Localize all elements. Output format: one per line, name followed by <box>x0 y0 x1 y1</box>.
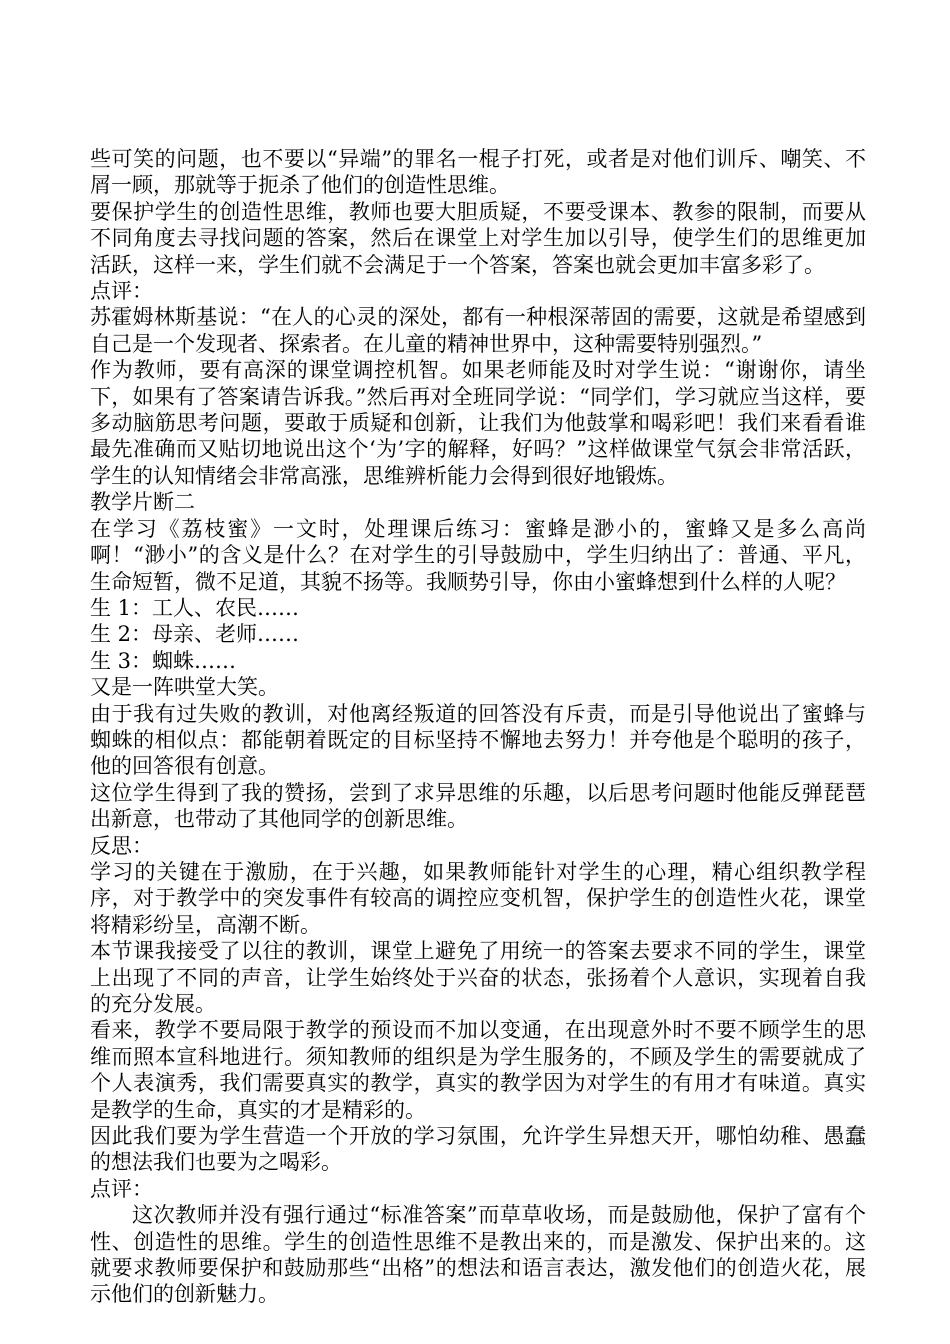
paragraph-continuation: 些可笑的问题，也不要以“异端”的罪名一棍子打死，或者是对他们训斥、嘲笑、不屑一顾，那就等于扼杀了他们的创造性思维。 <box>90 147 866 198</box>
document-page <box>90 146 866 1308</box>
paragraph-quote-sukhomlinsky: 苏霍姆林斯基说：“在人的心灵的深处，都有一种根深蒂固的需要，这就是希望感到自己是一个发现者、探索者。在儿童的精神世界中，这种需要特别强烈。” <box>90 305 866 356</box>
student-answer-2: 生 2：母亲、老师…… <box>90 622 300 647</box>
paragraph-guidance: 由于我有过失败的教训，对他离经叛道的回答没有斥责，而是引导他说出了蜜蜂与蜘蛛的相似点：都能朝着既定的目标坚持不懈地去努力！并夸他是个聪明的孩子，他的回答很有创意。 <box>90 701 866 779</box>
paragraph-lesson-learned: 本节课我接受了以往的教训，课堂上避免了用统一的答案去要求不同的学生，课堂上出现了不同的声音，让学生始终处于兴奋的状态，张扬着个人意识，实现着自我的充分发展。 <box>90 939 866 1016</box>
paragraph-motivation: 学习的关键在于激励，在于兴趣，如果教师能针对学生的心理，精心组织教学程序，对于教学中的突发事件有较高的调控应变机智，保护学生的创造性火花，课堂将精彩纷呈，高潮不断。 <box>90 859 866 937</box>
paragraph-open-atmosphere: 因此我们要为学生营造一个开放的学习氛围，允许学生异想天开，哪怕幼稚、愚蠢的想法我们也要为之喝彩。 <box>90 1124 866 1175</box>
paragraph-real-teaching: 看来，教学不要局限于教学的预设而不加以变通，在出现意外时不要不顾学生的思维而照本宣科地进行。须知教师的组织是为学生服务的，不顾及学生的需要就成了个人表演秀，我们需要真实的教学，真实的教学因为对学生的有用才有味道。真实是教学的生命，真实的才是精彩的。 <box>90 1018 866 1122</box>
paragraph-praise: 这位学生得到了我的赞扬，尝到了求异思维的乐趣，以后思考问题时他能反弹琵琶出新意，也带动了其他同学的创新思维。 <box>90 780 866 832</box>
paragraph-laughter: 又是一阵哄堂大笑。 <box>90 675 279 700</box>
heading-comment-1: 点评： <box>90 279 153 304</box>
student-answer-1: 生 1：工人、农民…… <box>90 595 300 620</box>
paragraph-protect-thinking: 要保护学生的创造性思维，教师也要大胆质疑，不要受课本、教参的限制，而要从不同角度去寻找问题的答案，然后在课堂上对学生加以引导，使学生们的思维更加活跃，这样一来，学生们就不会满足于一个答案，答案也就会更加丰富多彩了。 <box>90 199 866 277</box>
paragraph-teacher-control: 作为教师，要有高深的课堂调控机智。如果老师能及时对学生说：“谢谢你，请坐下，如果有了答案请告诉我。”然后再对全班同学说：“同学们，学习就应当这样，要多动脑筋思考问题，要敢于质疑和创新，让我们为他鼓掌和喝彩吧！我们来看看谁最先准确而又贴切地说出这个‘为’字的解释，好吗？”这样做课堂气氛会非常活跃，学生的认知情绪会非常高涨，思维辨析能力会得到很好地锻炼。 <box>90 358 866 488</box>
paragraph-lizhi-mi: 在学习《荔枝蜜》一文时，处理课后练习：蜜蜂是渺小的，蜜蜂又是多么高尚啊！“渺小”的含义是什么？在对学生的引导鼓励中，学生归纳出了：普通、平凡，生命短暂，微不足道，其貌不扬等。我顺势引导，你由小蜜蜂想到什么样的人呢？ <box>90 516 866 594</box>
paragraph-final-comment: 这次教师并没有强行通过“标准答案”而草草收场，而是鼓励他，保护了富有个性、创造性的思维。学生的创造性思维不是教出来的，而是激发、保护出来的。这就要求教师要保护和鼓励那些“出格”的想法和语言表达，激发他们的创造火花，展示他们的创新魅力。 <box>90 1203 866 1307</box>
student-answer-3: 生 3：蜘蛛…… <box>90 648 237 673</box>
heading-reflection: 反思： <box>90 833 153 858</box>
heading-comment-2: 点评： <box>90 1176 153 1201</box>
heading-teaching-segment-2: 教学片断二 <box>90 490 195 515</box>
